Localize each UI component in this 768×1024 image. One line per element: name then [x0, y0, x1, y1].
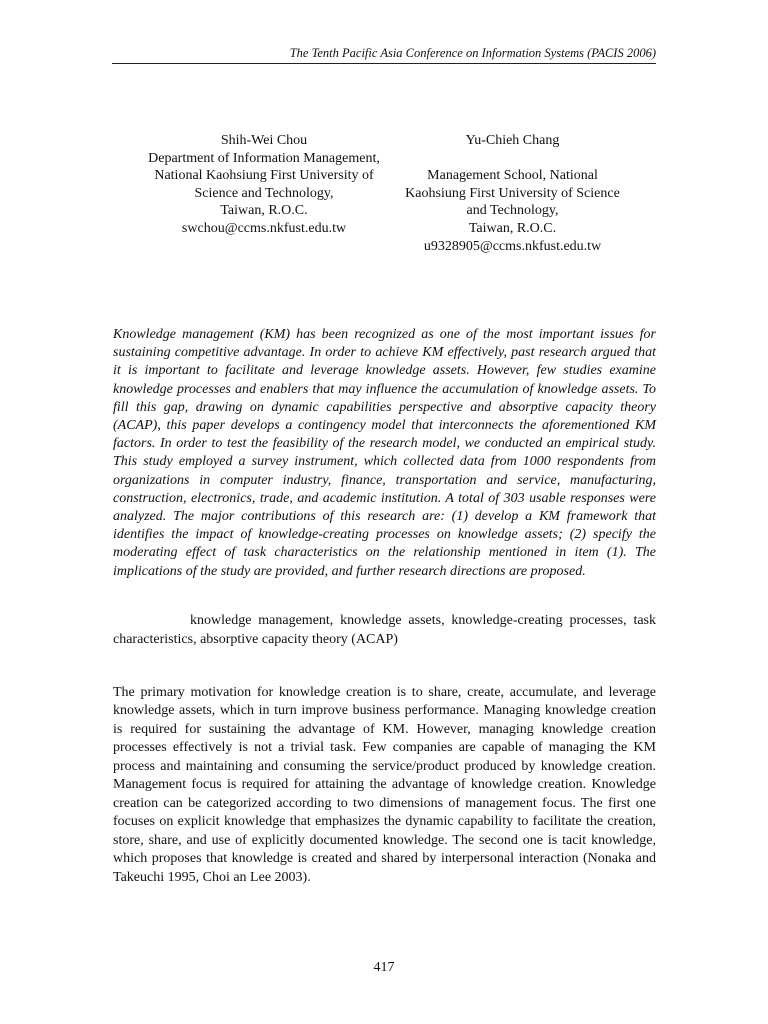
author-block-2 — [380, 132, 645, 255]
author-block-1 — [125, 132, 403, 238]
author-2-affiliation-line-1: Management School, National — [427, 168, 598, 184]
author-1-affiliation-line-1: National Kaohsiung First University of — [154, 168, 374, 184]
conference-title: The Tenth Pacific Asia Conference on Information Systems (PACIS 2006) — [289, 46, 656, 60]
author-1-department: Department of Information Management, — [148, 150, 380, 166]
author-1-name: Shih-Wei Chou — [220, 133, 308, 148]
author-2-affiliation-line-2: Kaohsiung First University of Science — [405, 185, 620, 201]
author-2-blank-line — [380, 150, 645, 168]
abstract-text: Knowledge management (KM) has been recognized as one of the most important issues for sustaining competitive advantage. In order to achieve KM effectively, past research argued that it is important to facilitate and leverage knowledge assets. However, few studies examine knowledge processes and enablers that may influence the accumulation of knowledge assets. To fill this gap, drawing on dynamic capabilities perspective and absorptive capacity theory (ACAP), this paper develops a contingency model that interconnects the aforementioned KM factors. In order to test the feasibility of the research model, we conducted an empirical study. This study employed a survey instrument, which collected data from 1000 respondents from organizations in computer industry, finance, transportation and service, manufacturing, construction, electronics, trade, and academic institution. A total of 303 usable responses were analyzed. The major contributions of this research are: (1) develop a KM framework that identifies the impact of knowledge-creating processes on knowledge assets; (2) specify the moderating effect of task characteristics on the relationship mentioned in item (1). The implications of the study are provided, and further research directions are proposed. — [113, 327, 656, 579]
page-number: 417 — [373, 960, 395, 975]
author-2-email: u9328905@ccms.nkfust.edu.tw — [423, 238, 602, 254]
author-1-country: Taiwan, R.O.C. — [220, 203, 308, 219]
author-2-country: Taiwan, R.O.C. — [468, 220, 557, 236]
running-header — [112, 45, 656, 64]
author-1-affiliation-line-2: Science and Technology, — [194, 185, 334, 201]
author-1-email: swchou@ccms.nkfust.edu.tw — [181, 220, 347, 236]
keywords-text: knowledge management, knowledge assets, knowledge-creating processes, task characteristics, absorptive capacity theory (ACAP) — [113, 613, 656, 647]
author-2-affiliation-line-3: and Technology, — [466, 203, 559, 219]
introduction-paragraph: The primary motivation for knowledge creation is to share, create, accumulate, and leverage knowledge assets, which in turn improve business performance. Managing knowledge creation is required for sustaining the advantage of KM. However, managing knowledge creation processes effectively is not a trivial task. Few companies are capable of managing the KM process and maintaining and consuming the service/product produced by knowledge creation. Management focus is required for attaining the advantage of knowledge creation. Knowledge creation can be categorized according to two dimensions of management focus. The first one focuses on explicit knowledge that emphasizes the dynamic capability to facilitate the creation, store, share, and use of explicitly documented knowledge. The second one is tacit knowledge, which proposes that knowledge is created and shared by interpersonal interaction (Nonaka and Takeuchi 1995, Choi an Lee 2003). — [113, 685, 656, 885]
author-2-name: Yu-Chieh Chang — [465, 133, 560, 148]
